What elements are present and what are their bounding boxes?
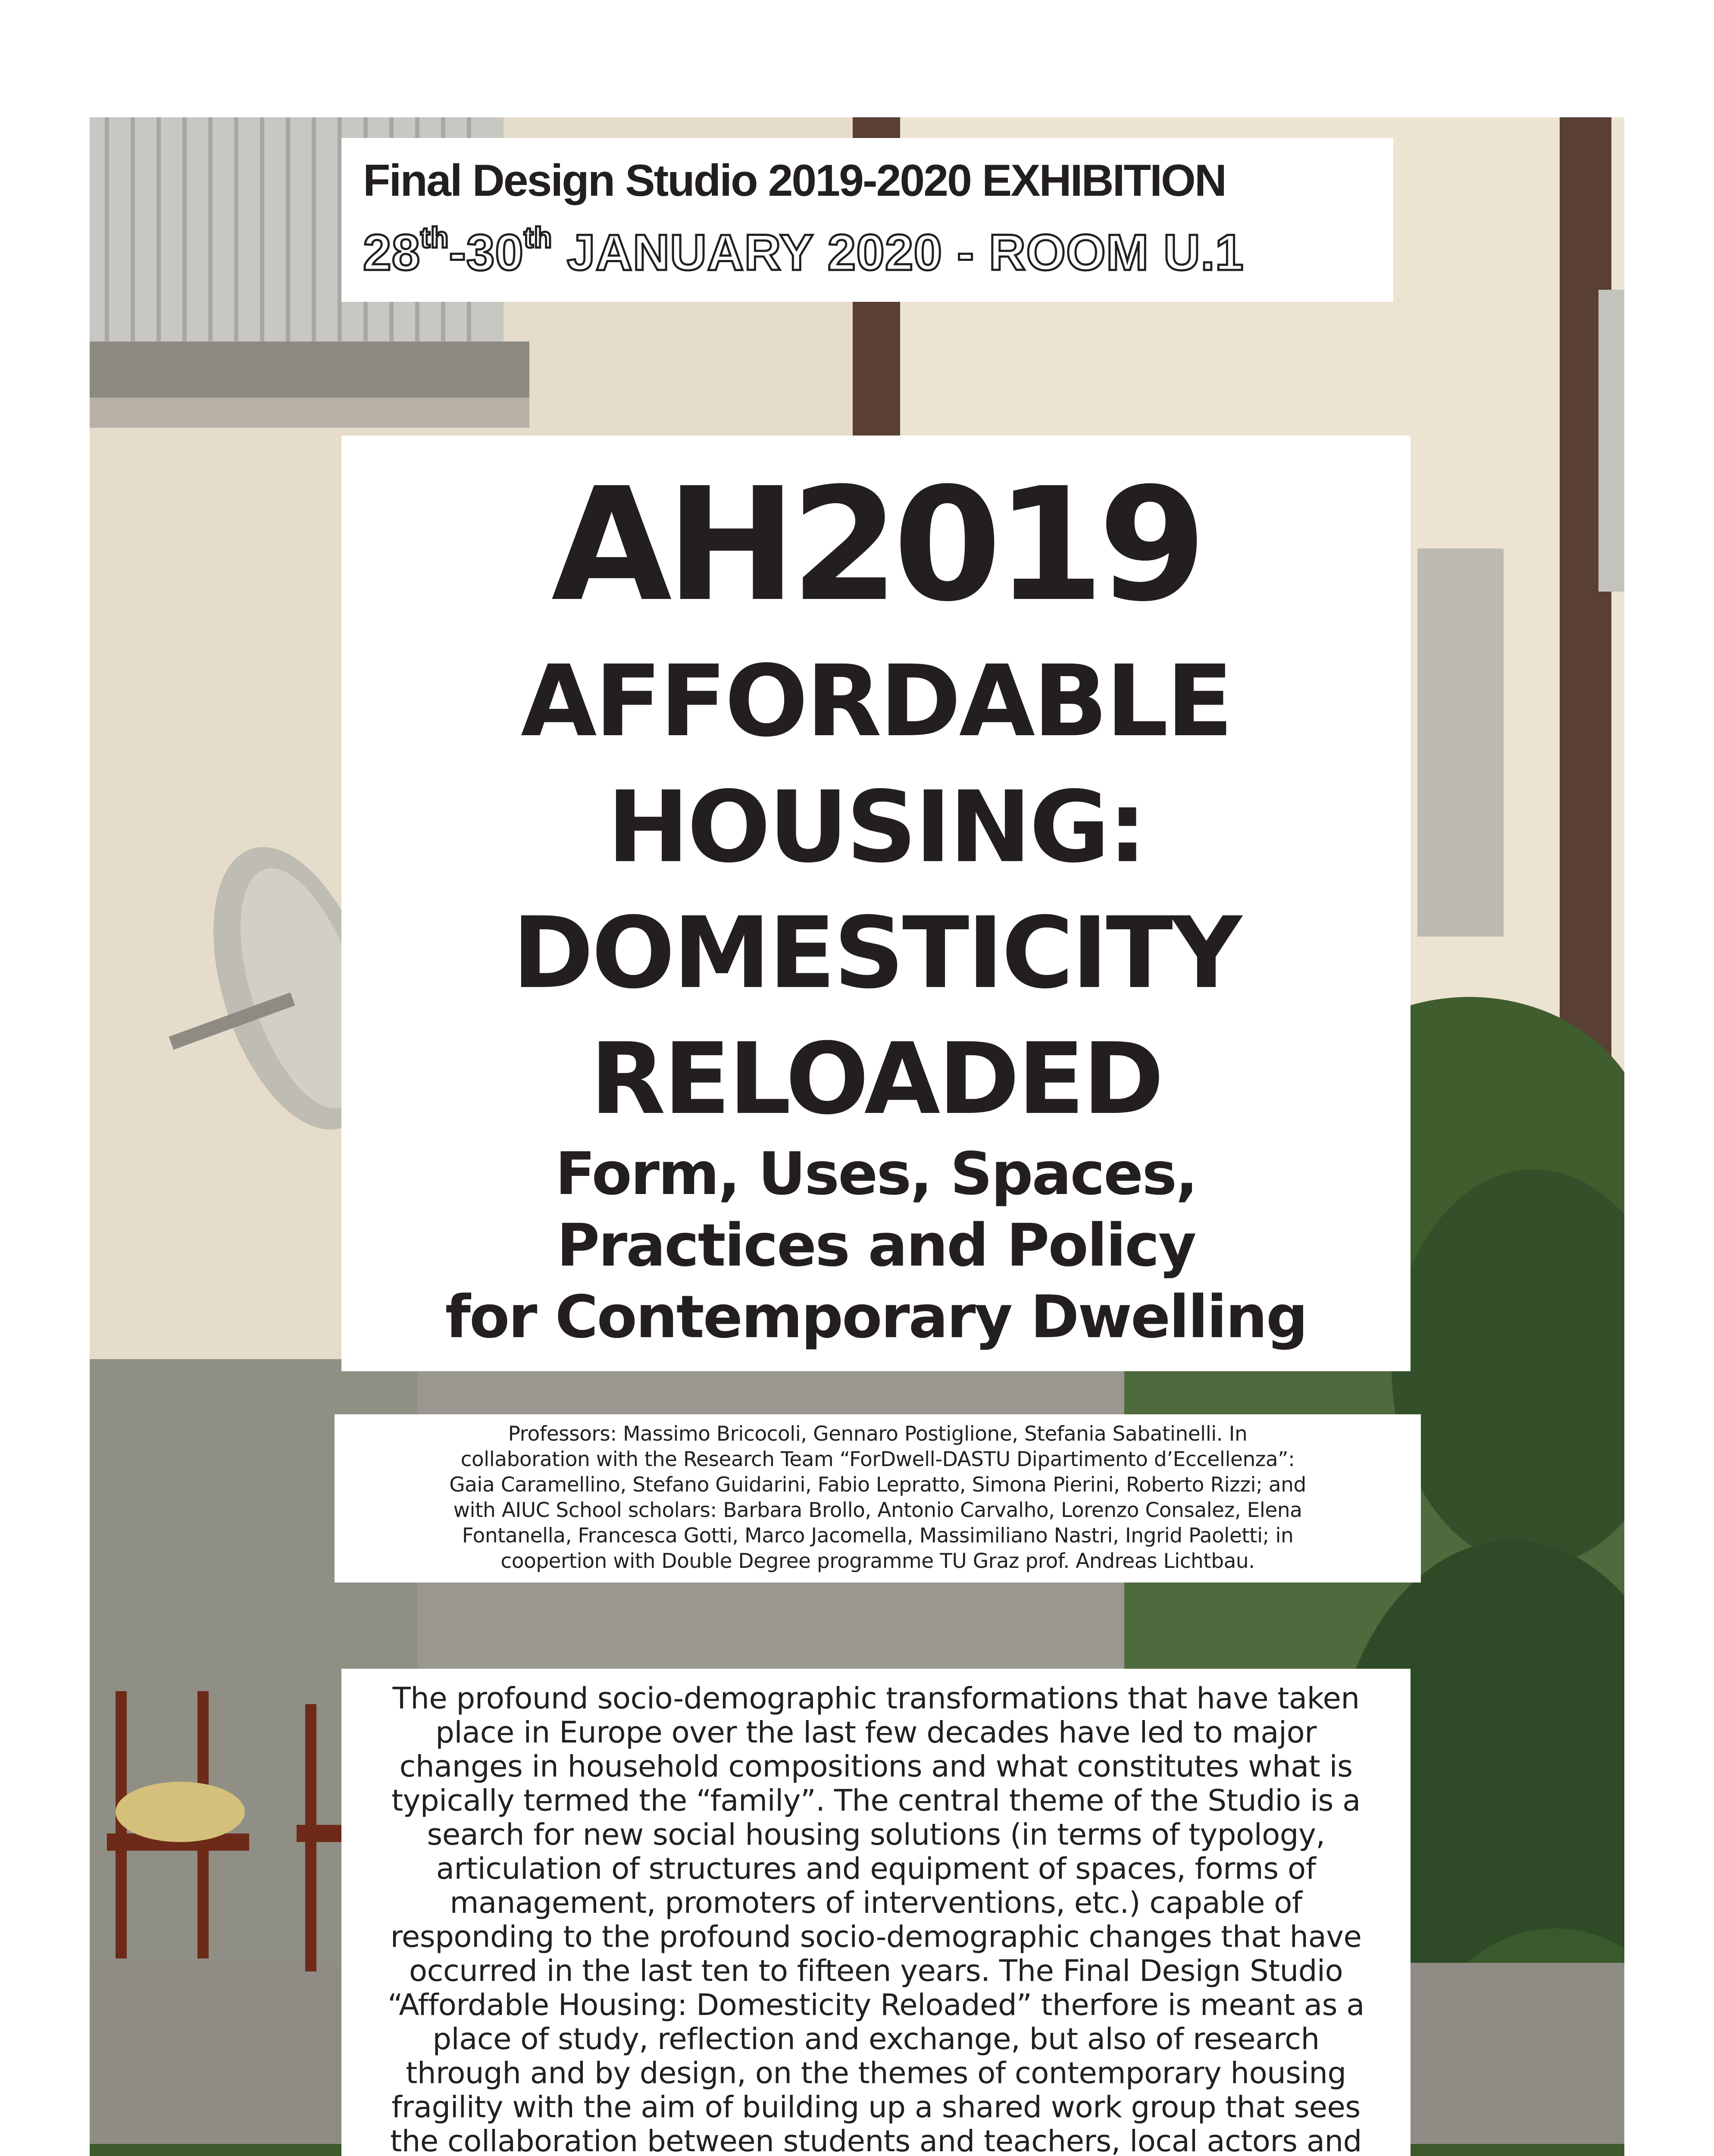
date-month-room: JANUARY 2020 - ROOM U.1 [552,224,1244,281]
description-line: occurred in the last ten to fifteen years. The Final Design Studio [409,1954,1343,1988]
credits-line: Professors: Massimo Bricocoli, Gennaro Postiglione, Stefania Sabatinelli. In [508,1422,1248,1446]
exhibition-heading: Final Design Studio 2019-2020 EXHIBITION [363,156,1226,206]
description-line: management, promoters of interventions, etc.) capable of [450,1886,1302,1920]
date-end-suffix: th [524,221,553,254]
exhibition-header [341,138,1393,302]
title-line: RELOADED [590,1022,1162,1136]
subtitle-line: for Contemporary Dwelling [445,1283,1307,1351]
title-block [341,436,1411,1371]
title-line: AFFORDABLE [521,644,1231,758]
description-line: responding to the profound socio-demographic changes that have [390,1920,1362,1954]
date-dash: - [449,224,466,281]
description-text [341,1682,1411,2156]
description-line: place of study, reflection and exchange, but also of research [432,2022,1320,2056]
description-line: typically termed the “family”. The central theme of the Studio is a [391,1783,1361,1818]
title-line: DOMESTICITY [512,896,1240,1010]
description-line: articulation of structures and equipment of spaces, forms of [436,1852,1316,1886]
exhibition-date-room [363,221,1244,282]
subtitle-line: Form, Uses, Spaces, [555,1140,1197,1208]
description-line: place in Europe over the last few decades have led to major [435,1715,1317,1750]
description-line: through and by design, on the themes of contemporary housing [406,2056,1346,2090]
credits-block [335,1414,1421,1583]
credits-text [335,1421,1421,1574]
date-start-suffix: th [420,221,449,254]
credits-line: with AIUC School scholars: Barbara Brollo, Antonio Carvalho, Lorenzo Consalez, Elena [453,1498,1302,1522]
date-start-day: 28 [363,224,421,281]
poster-subtitle [341,1138,1411,1353]
description-line: “Affordable Housing: Domesticity Reloaded” therfore is meant as a [388,1988,1364,2022]
poster-title-lines [341,638,1411,1142]
title-line: HOUSING: [607,770,1145,884]
date-end-day: 30 [466,224,524,281]
description-line: search for new social housing solutions (in terms of typology, [427,1818,1325,1852]
credits-line: coopertion with Double Degree programme TU Graz prof. Andreas Lichtbau. [500,1549,1255,1573]
description-block [341,1669,1411,2156]
poster-title-code: AH2019 [551,454,1201,636]
credits-line: Gaia Caramellino, Stefano Guidarini, Fabio Lepratto, Simona Pierini, Roberto Rizzi; and [449,1473,1306,1497]
description-line: changes in household compositions and what constitutes what is [399,1749,1353,1784]
subtitle-line: Practices and Policy [557,1212,1195,1280]
credits-line: collaboration with the Research Team “ForDwell-DASTU Dipartimento d’Eccellenza”: [460,1448,1295,1471]
description-line: The profound socio-demographic transformations that have taken [392,1681,1360,1716]
description-line: fragility with the aim of building up a shared work group that sees [391,2090,1361,2125]
credits-line: Fontanella, Francesca Gotti, Marco Jacomella, Massimiliano Nastri, Ingrid Paoletti; in [462,1524,1294,1548]
description-line: the collaboration between students and teachers, local actors and [390,2124,1362,2156]
